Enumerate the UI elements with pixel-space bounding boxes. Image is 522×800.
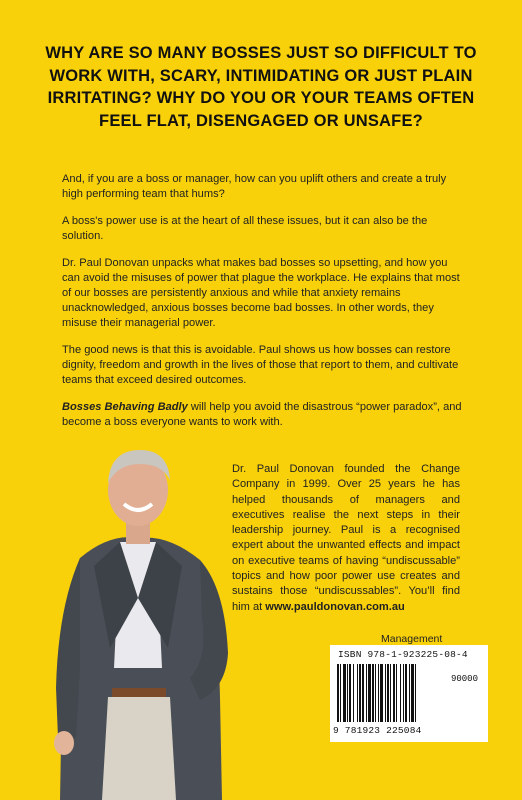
bio-text: Dr. Paul Donovan founded the Change Company in 1999. Over 25 years he has helped thousands of managers and executives realise the next steps in their leadership journey. Paul is a recognised expert about the unwanted effects and impact on executive teams of having “undiscussable” topics and how poor power use creates and sustains those “undiscussables”. You’ll find him at bbox=[232, 463, 460, 613]
blurb-body bbox=[62, 172, 462, 442]
author-website[interactable]: www.pauldonovan.com.au bbox=[265, 600, 405, 613]
author-bio bbox=[232, 462, 460, 615]
category-label: Management bbox=[381, 633, 443, 645]
barcode-bars bbox=[337, 664, 447, 726]
blurb-paragraph: And, if you are a boss or manager, how can you uplift others and create a truly high performing team that hums? bbox=[62, 173, 447, 200]
isbn-barcode bbox=[330, 645, 488, 742]
barcode-digits: 9 781923 225084 bbox=[333, 725, 422, 736]
blurb-paragraph: Dr. Paul Donovan unpacks what makes bad bosses so upsetting, and how you can avoid the misuses of power that plague the workplace. He explains that most of our bosses are persistently anxious and while that anxiety remains unacknowledged, anxious bosses become bad bosses. In other words, they misuse their managerial power. bbox=[62, 257, 460, 329]
blurb-paragraph: A boss's power use is at the heart of all these issues, but it can also be the solution. bbox=[62, 215, 428, 242]
price-code: 90000 bbox=[450, 674, 478, 684]
blurb-paragraph: The good news is that this is avoidable. Paul shows us how bosses can restore dignity, freedom and growth in the lives of those that report to them, and cultivate teams that exceed desired outcomes. bbox=[62, 344, 459, 386]
closing-text: will help you avoid the disastrous “power paradox”, and become a boss everyone wants to work with. bbox=[62, 401, 462, 428]
isbn-number: ISBN 978-1-923225-08-4 bbox=[338, 649, 468, 660]
blurb-closing bbox=[62, 400, 462, 430]
book-title: Bosses Behaving Badly bbox=[62, 401, 188, 413]
author-photo bbox=[50, 438, 230, 800]
back-cover-headline: WHY ARE SO MANY BOSSES JUST SO DIFFICULT TO WORK WITH, SCARY, INTIMIDATING OR JUST PLAIN IRRITATING? WHY DO YOU OR YOUR TEAMS OFTEN FEEL FLAT, DISENGAGED OR UNSAFE? bbox=[45, 44, 477, 130]
